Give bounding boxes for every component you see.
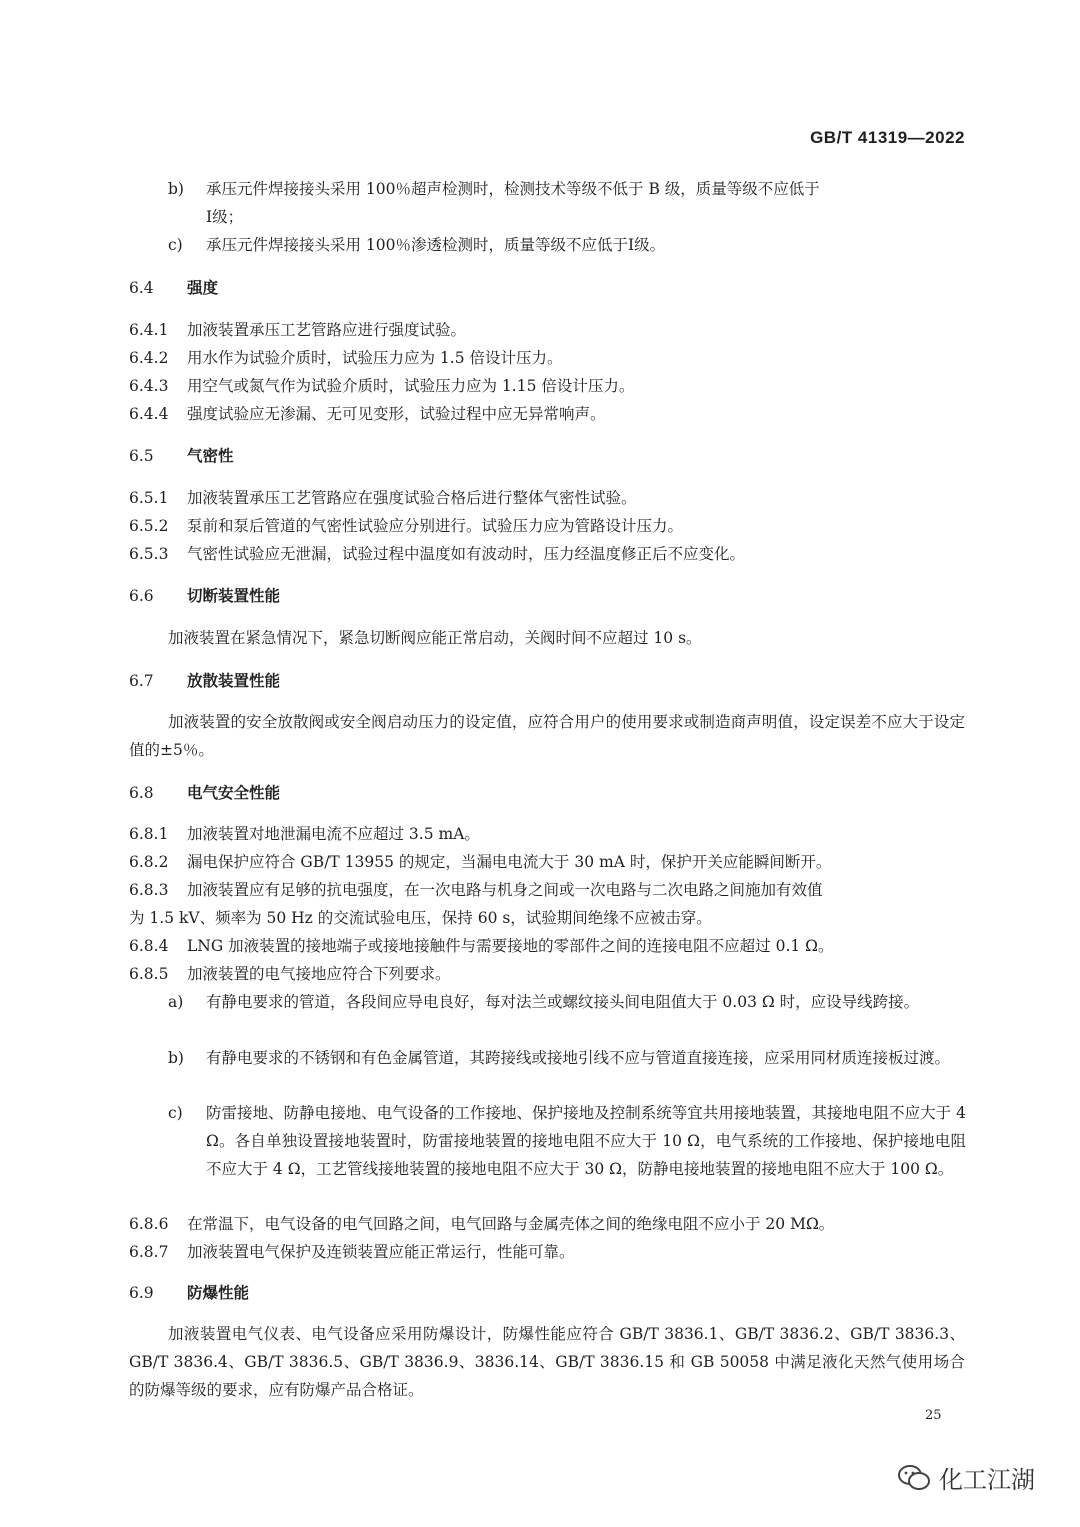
standard-number: GB/T 41319—2022 [810, 128, 965, 147]
section-heading-6-6 [129, 584, 280, 608]
clause-6-8-7 [129, 1240, 575, 1264]
clause-number: 6.8.7 [129, 1243, 169, 1261]
watermark-text: 化工江湖 [939, 1466, 1035, 1494]
clause-text: 加液装置电气保护及连锁装置应能正常运行，性能可靠。 [187, 1243, 575, 1261]
clause-6-8-4 [129, 934, 834, 958]
clause-number: 6.8.1 [129, 825, 169, 843]
section-number: 6.8 [129, 784, 154, 802]
clause-text: 用空气或氮气作为试验介质时，试验压力应为 1.15 倍设计压力。 [187, 377, 635, 395]
clause-number: 6.5.3 [129, 545, 169, 563]
list-item-label-c: c) [168, 1104, 183, 1122]
chat-bubbles-icon [897, 1463, 931, 1493]
item-label: b) [168, 180, 184, 198]
clause-6-4-1 [129, 318, 466, 342]
clause-6-8-1 [129, 822, 480, 846]
clause-text: 加液装置的电气接地应符合下列要求。 [187, 965, 451, 983]
clause-6-5-3 [129, 542, 745, 566]
clause-6-8-3-cont: 为 1.5 kV、频率为 50 Hz 的交流试验电压，保持 60 s，试验期间绝缘不应被击穿。 [129, 909, 712, 927]
clause-6-5-1 [129, 486, 637, 510]
clause-text: 强度试验应无渗漏、无可见变形，试验过程中应无异常响声。 [187, 405, 606, 423]
section-number: 6.7 [129, 672, 154, 690]
item-label: c) [168, 236, 183, 254]
section-number: 6.6 [129, 587, 154, 605]
clause-6-4-4 [129, 402, 606, 426]
list-item-text-b: 有静电要求的不锈钢和有色金属管道，其跨接线或接地引线不应与管道直接连接，应采用同材质连接板过渡。 [206, 1049, 951, 1067]
clause-6-4-2 [129, 346, 563, 370]
section-title: 切断装置性能 [187, 587, 281, 605]
item-text: 承压元件焊接接头采用 100％渗透检测时，质量等级不应低于Ⅰ级。 [206, 236, 666, 254]
section-heading-6-7 [129, 669, 280, 693]
section-title: 强度 [187, 279, 219, 297]
clause-number: 6.4.3 [129, 377, 169, 395]
paragraph-6-7: 加液装置的安全放散阀或安全阀启动压力的设定值，应符合用户的使用要求或制造商声明值，设定误差不应大于设定值的±5％。 [129, 713, 965, 759]
clause-number: 6.8.6 [129, 1215, 169, 1233]
clause-text: 用水作为试验介质时，试验压力应为 1.5 倍设计压力。 [187, 349, 563, 367]
clause-text: 加液装置承压工艺管路应在强度试验合格后进行整体气密性试验。 [187, 489, 637, 507]
clause-text: 在常温下，电气设备的电气回路之间，电气回路与金属壳体之间的绝缘电阻不应小于 20 MΩ。 [187, 1215, 835, 1233]
clause-number: 6.4.4 [129, 405, 169, 423]
clause-text: 漏电保护应符合 GB/T 13955 的规定，当漏电电流大于 30 mA 时，保护开关应能瞬间断开。 [187, 853, 832, 871]
clause-6-4-3 [129, 374, 634, 398]
section-heading-6-9 [129, 1281, 249, 1305]
list-item-b [168, 177, 820, 201]
clause-number: 6.8.5 [129, 965, 169, 983]
clause-number: 6.4.1 [129, 321, 169, 339]
clause-6-8-3 [129, 878, 823, 902]
clause-text: 气密性试验应无泄漏，试验过程中温度如有波动时，压力经温度修正后不应变化。 [187, 545, 746, 563]
page-number: 25 [925, 1408, 942, 1423]
section-heading-6-4 [129, 276, 218, 300]
list-item-text-c: 防雷接地、防静电接地、电气设备的工作接地、保护接地及控制系统等宜共用接地装置，其接地电阻不应大于 4 Ω。各自单独设置接地装置时，防雷接地装置的接地电阻不应大于 10 Ω，电气系统的工作接地、保护接地电阻不应大于 4 Ω，工艺管线接地装置的接地电阻不应大于 30 Ω，防静电接地装置的接地电阻不应大于 100 Ω。 [206, 1104, 966, 1178]
paragraph-6-9: 加液装置电气仪表、电气设备应采用防爆设计，防爆性能应符合 GB/T 3836.1、GB/T 3836.2、GB/T 3836.3、GB/T 3836.4、GB/T 3836.5、GB/T 3836.9、3836.14、GB/T 3836.15 和 GB 50058 中满足液化天然气使用场合的防爆等级的要求，应有防爆产品合格证。 [129, 1325, 965, 1399]
clause-text: 泵前和泵后管道的气密性试验应分别进行。试验压力应为管路设计压力。 [187, 517, 684, 535]
clause-number: 6.5.1 [129, 489, 169, 507]
list-item-b-cont: Ⅰ级； [206, 208, 244, 226]
clause-text: LNG 加液装置的接地端子或接地接触件与需要接地的零部件之间的连接电阻不应超过 0.1 Ω。 [187, 937, 834, 955]
clause-number: 6.8.4 [129, 937, 169, 955]
section-number: 6.9 [129, 1284, 154, 1302]
section-heading-6-8 [129, 781, 280, 805]
paragraph-6-6: 加液装置在紧急情况下，紧急切断阀应能正常启动，关阀时间不应超过 10 s。 [168, 629, 702, 647]
clause-6-5-2 [129, 514, 683, 538]
clause-number: 6.8.3 [129, 881, 169, 899]
section-title: 气密性 [187, 447, 234, 465]
clause-number: 6.5.2 [129, 517, 169, 535]
clause-text: 加液装置应有足够的抗电强度，在一次电路与机身之间或一次电路与二次电路之间施加有效值 [187, 881, 823, 899]
list-item-c [168, 233, 665, 257]
section-heading-6-5 [129, 444, 234, 468]
clause-number: 6.4.2 [129, 349, 169, 367]
clause-6-8-2 [129, 850, 831, 874]
item-text: 承压元件焊接接头采用 100％超声检测时，检测技术等级不低于 B 级，质量等级不应低于 [206, 180, 820, 198]
section-title: 放散装置性能 [187, 672, 281, 690]
clause-number: 6.8.2 [129, 853, 169, 871]
watermark [897, 1460, 1035, 1495]
clause-6-8-6 [129, 1212, 834, 1236]
section-title: 电气安全性能 [187, 784, 281, 802]
list-item-label-a: a) [168, 993, 184, 1011]
list-item-text-a: 有静电要求的管道，各段间应导电良好，每对法兰或螺纹接头间电阻值大于 0.03 Ω 时，应设导线跨接。 [206, 993, 920, 1011]
section-number: 6.5 [129, 447, 154, 465]
clause-6-8-5 [129, 962, 451, 986]
section-title: 防爆性能 [187, 1284, 250, 1302]
section-number: 6.4 [129, 279, 154, 297]
clause-text: 加液装置承压工艺管路应进行强度试验。 [187, 321, 467, 339]
clause-text: 加液装置对地泄漏电流不应超过 3.5 mA。 [187, 825, 480, 843]
list-item-label-b: b) [168, 1049, 184, 1067]
